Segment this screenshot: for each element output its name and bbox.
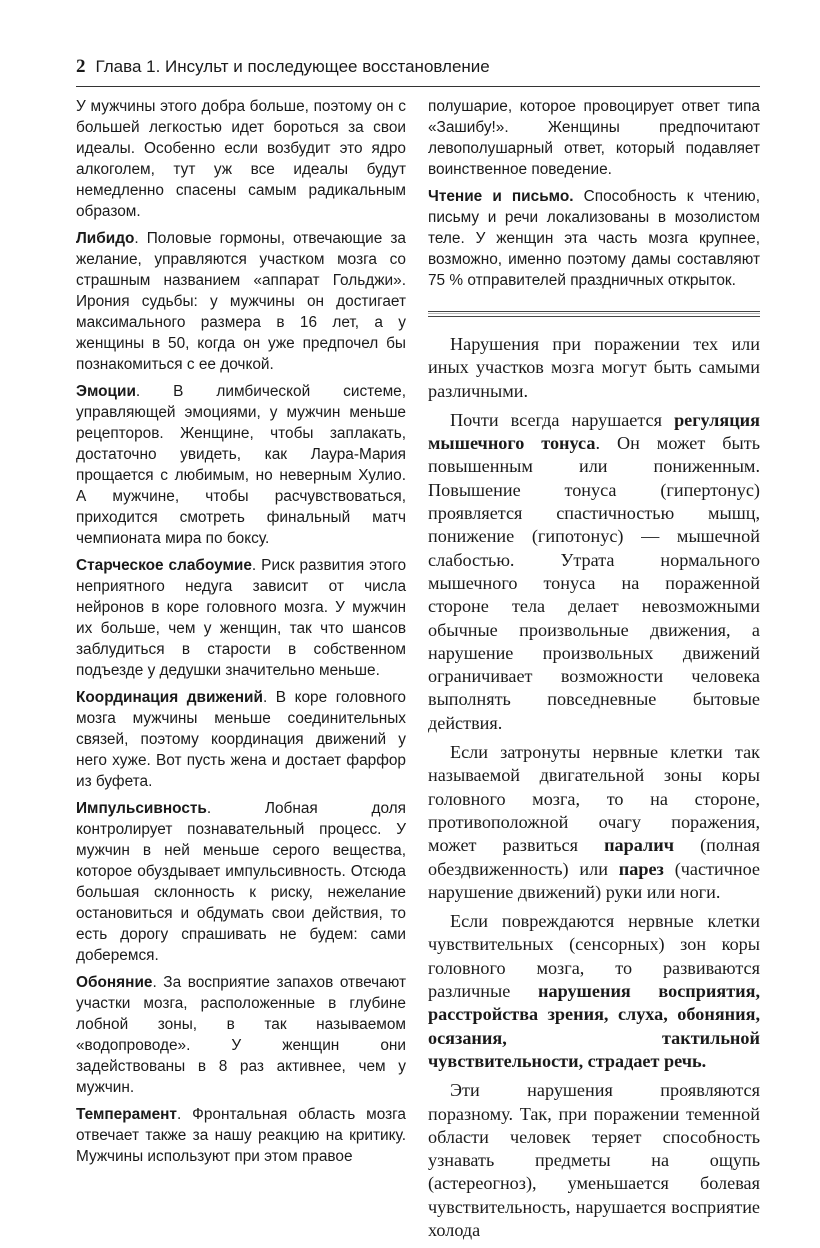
term-temperament: Темперамент	[76, 1106, 177, 1123]
manifestation-paragraph: Эти нарушения проявляются поразному. Так, при поражении теменной области человек теряет способность узнавать предметы на ощупь (астереогноз), уменьшается болевая чувствительность, нарушается восприятие холода	[428, 1080, 760, 1240]
chapter-title: Глава 1. Инсульт и последующее восстановление	[95, 57, 490, 76]
page-header	[76, 56, 760, 87]
muscle-tone-paragraph: Почти всегда нарушается регуляция мышечного тонуса. Он может быть повышенным или пониженным. Повышение тонуса (гипертонус) проявляется спастичностью мышц, понижение (гипотонус) — мышечной слабостью. Утрата нормального мышечного тонуса на пораженной стороне тела делает невозможными обычные произвольные движения, а нарушение произвольных движений ограничивает возможности человека выполнять повседневные бытовые действия.	[428, 409, 760, 733]
term-libido: Либидо	[76, 230, 135, 247]
reading-paragraph: Чтение и письмо. Способность к чтению, письму и речи локализованы в мозолистом теле. У женщин эта часть мозга крупнее, возможно, именно поэтому дамы составляют 75 % отправителей праздничных открыток.	[428, 188, 760, 289]
sidebar-box	[428, 96, 760, 297]
term-reading: Чтение и письмо.	[428, 188, 574, 205]
left-intro-paragraph: У мужчины этого добра больше, поэтому он с большей легкостью идет бороться за свои идеалы. Особенно если возбудит это ядро алкоголем, тут уж все идеалы будут немедленно спасены самым радикальным образом.	[76, 98, 406, 220]
main-text-column	[428, 333, 760, 1248]
impulsivity-paragraph: Импульсивность. Лобная доля контролирует познавательный процесс. У мужчин в ней меньше серого вещества, которое обуздывает импульсивность. Отсюда большая склонность к риску, нежелание остановиться и обдумать свои действия, то есть дорогу спрашивать не будем: сами доберемся.	[76, 800, 406, 964]
term-paresis: парез	[618, 858, 664, 879]
left-column	[76, 96, 406, 1173]
term-paralysis: паралич	[604, 835, 674, 856]
emotions-paragraph: Эмоции. В лимбической системе, управляющей эмоциями, у мужчин меньше рецепторов. Женщине, чтобы заплакать, достаточно увидеть, как Лаура-Мария прощается с любимым, но неверным Хулио. А мужчине, чтобы расчувствоваться, приходится смотреть финальный матч чемпионата мира по боксу.	[76, 383, 406, 547]
term-impulsivity: Импульсивность	[76, 800, 207, 817]
smell-paragraph: Обоняние. За восприятие запахов отвечают участки мозга, расположенные в глубине лобной зоны, в так называемом «водопроводе». У женщин они задействованы в 8 раз активнее, чем у мужчин.	[76, 974, 406, 1096]
term-coordination: Координация движений	[76, 689, 263, 706]
page-number: 2	[76, 56, 86, 77]
term-perception-disorders: нарушения восприятия, расстройства зрения, слуха, обоняния, осязания, тактильной чувствительности, страдает речь.	[428, 981, 760, 1071]
sidebar-continuation: полушарие, которое провоцирует ответ типа «Зашибу!». Женщины предпочитают левополушарный ответ, который подавляет воинственное поведение.	[428, 98, 760, 178]
motor-zone-paragraph: Если затронуты нервные клетки так называемой двигательной зоны коры головного мозга, то на стороне, противоположной очагу поражения, может развиться паралич (полная обездвиженность) или парез (частичное нарушение движений) руки или ноги.	[428, 742, 760, 902]
term-smell: Обоняние	[76, 974, 153, 991]
term-dementia: Старческое слабоумие	[76, 557, 252, 574]
section-separator	[428, 311, 760, 317]
dementia-paragraph: Старческое слабоумие. Риск развития этого неприятного недуга зависит от числа нейронов в коре головного мозга. У мужчин их больше, чем у женщин, так что шансов заблудиться в старости в собственном подъезде у дедушки значительно меньше.	[76, 557, 406, 679]
coordination-paragraph: Координация движений. В коре головного мозга мужчины меньше соединительных связей, поэтому координация движений у него хуже. Вот пусть жена и достает фарфор из буфета.	[76, 689, 406, 790]
term-emotions: Эмоции	[76, 383, 136, 400]
main-paragraph: Нарушения при поражении тех или иных участков мозга могут быть самыми различными.	[428, 334, 760, 401]
sensory-zone-paragraph: Если повреждаются нервные клетки чувствительных (сенсорных) зон коры головного мозга, то развиваются различные нарушения восприятия, расстройства зрения, слуха, обоняния, осязания, тактильной чувствительности, страдает речь.	[428, 911, 760, 1071]
term-muscle-tone: регуляция мышечного тонуса	[428, 409, 760, 454]
libido-paragraph: Либидо. Половые гормоны, отвечающие за желание, управляются участком мозга со страшным названием «аппарат Гольджи». Ирония судьбы: у мужчины он достигает максимального размера в 16 лет, а у женщины в 50, когда он уже предпочел бы познакомиться с ее дочкой.	[76, 230, 406, 373]
temperament-paragraph: Темперамент. Фронтальная область мозга отвечает также за нашу реакцию на критику. Мужчины используют при этом правое	[76, 1106, 406, 1165]
